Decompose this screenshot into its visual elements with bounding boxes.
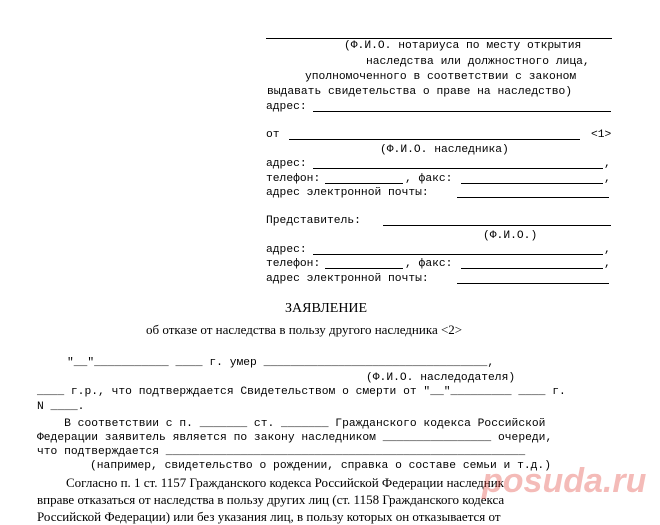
notary-hint-4: выдавать свидетельства о праве на наследство) (267, 86, 573, 98)
body-line-2: ____ г.р., что подтверждается Свидетельством о смерти от "__"_________ ____ г. (37, 386, 566, 398)
heir-phone-line (325, 183, 403, 184)
body-line-5: Федерации заявитель является по закону наследником ________________ очереди, (37, 432, 553, 444)
representative-label: Представитель: (266, 215, 361, 227)
watermark-svg (478, 448, 648, 510)
representative-hint: (Ф.И.О.) (483, 230, 538, 242)
heir-fax-line (461, 183, 603, 184)
rep-fax-comma: , (604, 258, 611, 270)
rep-fax-label: , факс: (405, 258, 453, 270)
document-subtitle: об отказе от наследства в пользу другого наследника <2> (146, 322, 463, 337)
body-line-1: "__"___________ ____ г. умер _________________________________, (67, 357, 495, 369)
notary-name-line (266, 38, 612, 39)
watermark-logo (478, 448, 648, 510)
heir-address-label: адрес: (266, 158, 307, 170)
notary-hint-2: наследства или должностного лица, (366, 56, 590, 68)
footnote-1: <1> (591, 129, 612, 141)
paragraph-line-1: Согласно п. 1 ст. 1157 Гражданского кодекса Российской Федерации наследник (66, 475, 504, 490)
paragraph-line-3: Российской Федерации) или без указания лиц, в пользу которых он отказывается от (37, 509, 501, 524)
body-line-6: что подтверждается _____________________________________________________ (37, 446, 526, 458)
heir-email-label: адрес электронной почты: (266, 187, 429, 199)
heir-hint: (Ф.И.О. наследника) (380, 144, 509, 156)
rep-address-comma: , (604, 244, 611, 256)
heir-phone-label: телефон: (266, 173, 321, 185)
body-line-3: N ____. (37, 401, 85, 413)
rep-address-line (313, 254, 603, 255)
heir-address-comma: , (604, 158, 611, 170)
heir-name-line (289, 139, 580, 140)
notary-address-label: адрес: (266, 101, 307, 113)
heir-email-line (457, 197, 609, 198)
notary-hint-3: уполномоченного в соответствии с законом (305, 71, 577, 83)
decedent-hint: (Ф.И.О. наследодателя) (366, 372, 516, 384)
body-line-4: В соответствии с п. _______ ст. _______ Гражданского кодекса Российской (37, 418, 546, 430)
example-hint: (например, свидетельство о рождении, справка о составе семьи и т.д.) (90, 460, 551, 472)
notary-address-line (313, 111, 611, 112)
watermark-text: posuda.ru (482, 462, 647, 500)
paragraph-line-2: вправе отказаться от наследства в пользу других лиц (ст. 1158 Гражданского кодекса (37, 492, 505, 507)
representative-name-line (383, 225, 611, 226)
rep-address-label: адрес: (266, 244, 307, 256)
from-label: от (266, 129, 280, 141)
heir-address-line (313, 168, 603, 169)
rep-phone-label: телефон: (266, 258, 321, 270)
document-title: ЗАЯВЛЕНИЕ (285, 301, 368, 316)
rep-email-label: адрес электронной почты: (266, 273, 429, 285)
notary-hint-1: (Ф.И.О. нотариуса по месту открытия (344, 40, 582, 52)
rep-email-line (457, 283, 609, 284)
heir-fax-label: , факс: (405, 173, 453, 185)
rep-phone-line (325, 268, 403, 269)
heir-fax-comma: , (604, 173, 611, 185)
rep-fax-line (461, 268, 603, 269)
